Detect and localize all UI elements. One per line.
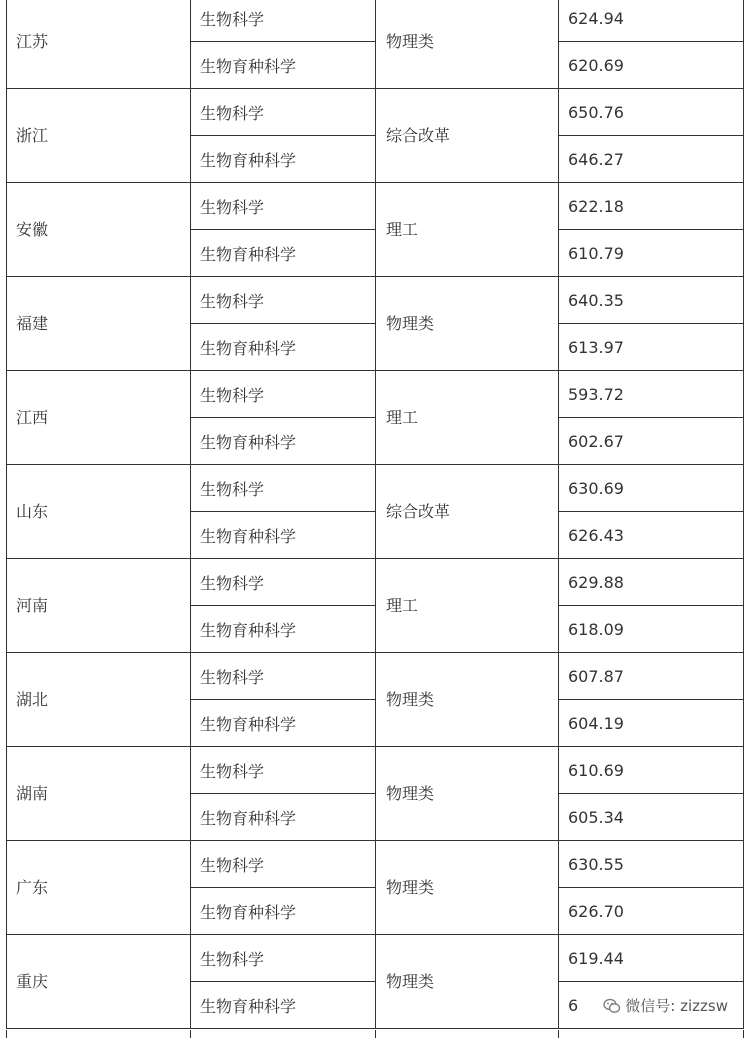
category-cell: 综合改革 [375, 465, 558, 558]
table-tail [6, 1030, 744, 1038]
major-name: 生物科学 [191, 935, 375, 982]
score-value: 620.69 [568, 55, 624, 75]
major-cell [190, 371, 375, 464]
table-row [6, 371, 744, 465]
category-cell: 物理类 [375, 277, 558, 370]
major-cell [190, 935, 375, 1028]
major-name: 生物科学 [191, 653, 375, 700]
table-row [6, 559, 744, 653]
major-name: 生物育种科学 [200, 714, 297, 734]
major-name: 生物育种科学 [200, 56, 297, 76]
table-row [6, 841, 744, 935]
score-value: 593.72 [559, 371, 743, 418]
province-cell: 安徽 [6, 183, 190, 276]
watermark-text: 微信号: zizzsw [625, 997, 728, 1015]
major-name: 生物科学 [191, 183, 375, 230]
category-cell: 物理类 [375, 747, 558, 840]
tail-cell [375, 1030, 558, 1038]
province-cell: 江西 [6, 371, 190, 464]
major-cell [190, 841, 375, 934]
score-value: 604.19 [568, 713, 624, 733]
category-cell: 物理类 [375, 841, 558, 934]
province-cell: 湖北 [6, 653, 190, 746]
score-value: 607.87 [559, 653, 743, 700]
table-row [6, 465, 744, 559]
major-name: 生物育种科学 [200, 338, 297, 358]
province-cell: 福建 [6, 277, 190, 370]
province-cell: 河南 [6, 559, 190, 652]
major-name: 生物育种科学 [200, 432, 297, 452]
major-cell [190, 183, 375, 276]
major-name: 生物育种科学 [200, 902, 297, 922]
score-cell [558, 371, 744, 464]
wechat-icon [603, 997, 621, 1015]
category-cell: 综合改革 [375, 89, 558, 182]
category-cell: 理工 [375, 371, 558, 464]
major-name: 生物育种科学 [200, 244, 297, 264]
province-cell: 浙江 [6, 89, 190, 182]
major-cell [190, 0, 375, 88]
score-cell [558, 747, 744, 840]
major-cell [190, 653, 375, 746]
category-cell: 理工 [375, 559, 558, 652]
score-cell [558, 653, 744, 746]
table-row [6, 89, 744, 183]
score-value: 622.18 [559, 183, 743, 230]
category-cell: 物理类 [375, 0, 558, 88]
score-value: 640.35 [559, 277, 743, 324]
province-cell: 广东 [6, 841, 190, 934]
major-name: 生物育种科学 [200, 808, 297, 828]
category-cell: 物理类 [375, 935, 558, 1028]
major-name: 生物科学 [191, 841, 375, 888]
watermark [599, 995, 732, 1016]
score-cell [558, 841, 744, 934]
major-cell [190, 747, 375, 840]
score-value: 646.27 [568, 149, 624, 169]
major-name: 生物科学 [191, 559, 375, 606]
tail-cell [190, 1030, 375, 1038]
major-name: 生物科学 [191, 277, 375, 324]
major-name: 生物育种科学 [200, 620, 297, 640]
score-value: 610.79 [568, 243, 624, 263]
score-value: 619.44 [559, 935, 743, 982]
score-value: 630.69 [559, 465, 743, 512]
major-name: 生物科学 [191, 89, 375, 136]
score-value: 613.97 [568, 337, 624, 357]
tail-cell [558, 1030, 744, 1038]
score-cell [558, 465, 744, 558]
score-cell [558, 89, 744, 182]
score-value: 6 [568, 995, 579, 1015]
major-cell [190, 559, 375, 652]
score-value: 610.69 [559, 747, 743, 794]
score-cell [558, 183, 744, 276]
score-value: 650.76 [559, 89, 743, 136]
major-name: 生物科学 [191, 465, 375, 512]
table-row [6, 277, 744, 371]
major-cell [190, 277, 375, 370]
table-row [6, 653, 744, 747]
province-cell: 湖南 [6, 747, 190, 840]
major-name: 生物科学 [191, 371, 375, 418]
score-value: 605.34 [568, 807, 624, 827]
score-table [6, 0, 744, 1029]
category-cell: 物理类 [375, 653, 558, 746]
major-name: 生物科学 [191, 747, 375, 794]
province-cell: 重庆 [6, 935, 190, 1028]
province-cell: 江苏 [6, 0, 190, 88]
major-cell [190, 89, 375, 182]
major-cell [190, 465, 375, 558]
score-value: 626.70 [568, 901, 624, 921]
province-cell: 山东 [6, 465, 190, 558]
major-name: 生物育种科学 [200, 996, 297, 1016]
score-cell [558, 0, 744, 88]
score-value: 602.67 [568, 431, 624, 451]
major-name: 生物科学 [191, 0, 375, 42]
score-cell [558, 559, 744, 652]
category-cell: 理工 [375, 183, 558, 276]
major-name: 生物育种科学 [200, 150, 297, 170]
major-name: 生物育种科学 [200, 526, 297, 546]
score-value: 624.94 [559, 0, 743, 42]
score-value: 629.88 [559, 559, 743, 606]
score-value: 626.43 [568, 525, 624, 545]
score-value: 630.55 [559, 841, 743, 888]
table-row [6, 747, 744, 841]
tail-cell [6, 1030, 190, 1038]
table-row [6, 0, 744, 89]
score-value: 618.09 [568, 619, 624, 639]
score-cell [558, 277, 744, 370]
table-row [6, 183, 744, 277]
